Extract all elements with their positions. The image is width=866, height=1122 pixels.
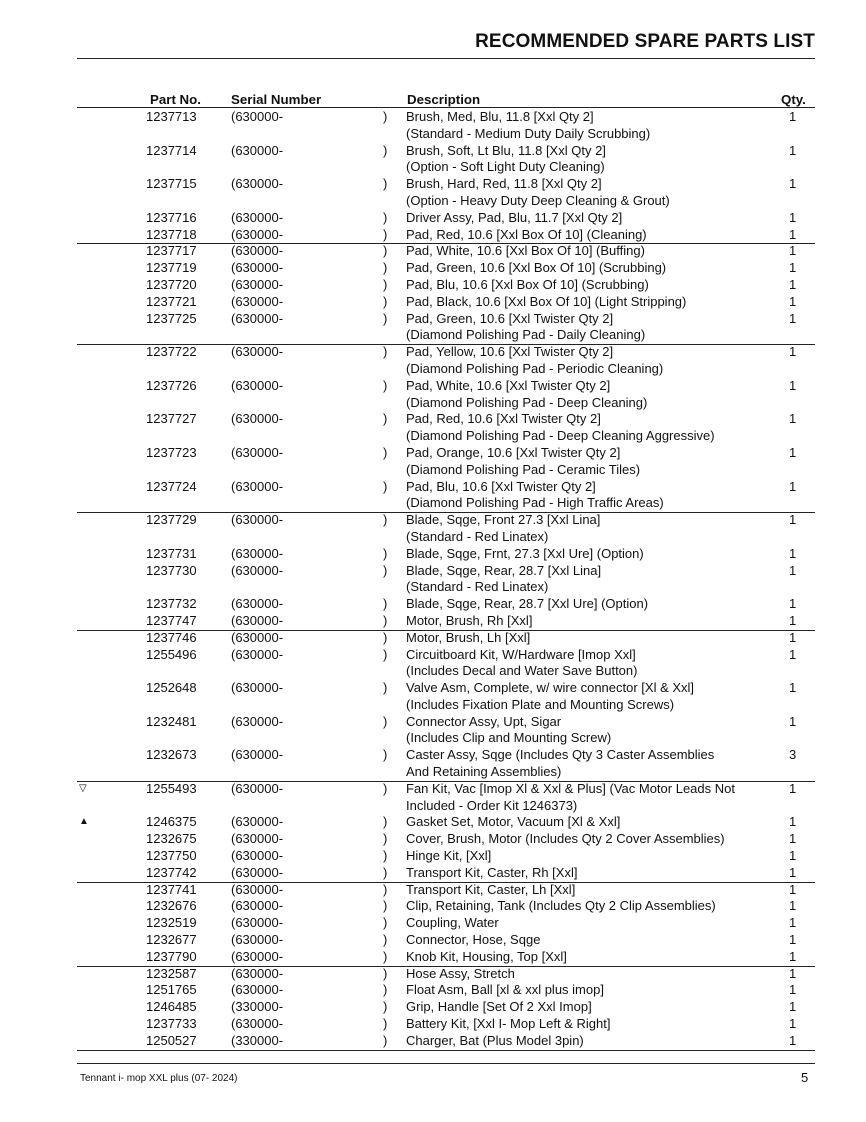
description-line: Fan Kit, Vac [Imop Xl & Xxl & Plus] (Vac Motor Leads Not [406, 780, 735, 796]
serial-number: (630000- [231, 680, 284, 696]
description-line: Pad, Blu, 10.6 [Xxl Twister Qty 2] [406, 478, 596, 494]
group-separator [77, 1050, 815, 1051]
description-line: Gasket Set, Motor, Vacuum [Xl & Xxl] [406, 814, 621, 830]
serial-close-paren: ) [383, 965, 388, 981]
serial-close-paren: ) [383, 831, 388, 847]
serial-close-paren: ) [383, 243, 388, 259]
serial-close-paren: ) [383, 545, 388, 561]
description-line: (Standard - Red Linatex) [406, 579, 549, 595]
serial-number: (630000- [231, 982, 284, 998]
description-line: Battery Kit, [Xxl I- Mop Left & Right] [406, 1016, 611, 1032]
serial-close-paren: ) [383, 109, 388, 124]
serial-close-paren: ) [383, 948, 388, 964]
quantity: 1 [789, 109, 797, 124]
description-line: Pad, Blu, 10.6 [Xxl Box Of 10] (Scrubbing) [406, 276, 649, 292]
footer-document-label: Tennant i- mop XXL plus (07- 2024) [80, 1073, 238, 1084]
part-number: 1237725 [146, 310, 197, 326]
serial-number: (630000- [231, 310, 284, 326]
serial-number: (630000- [231, 545, 284, 561]
serial-number: (630000- [231, 948, 284, 964]
part-number: 1232587 [146, 965, 197, 981]
description-line: Driver Assy, Pad, Blu, 11.7 [Xxl Qty 2] [406, 209, 623, 225]
revision-mark-icon: ▲ [79, 816, 89, 828]
table-row [0, 210, 866, 227]
description-line: Connector, Hose, Sqge [406, 932, 541, 948]
table-row [0, 831, 866, 848]
serial-number: (330000- [231, 1032, 284, 1048]
description-line: Pad, Orange, 10.6 [Xxl Twister Qty 2] [406, 444, 621, 460]
part-number: 1252648 [146, 680, 197, 696]
serial-close-paren: ) [383, 260, 388, 276]
table-row [0, 479, 866, 513]
description-line: Coupling, Water [406, 915, 499, 931]
table-row [0, 311, 866, 345]
description-line: Grip, Handle [Set Of 2 Xxl Imop] [406, 999, 592, 1015]
part-number: 1246485 [146, 999, 197, 1015]
table-row [0, 647, 866, 681]
description-line: Caster Assy, Sqge (Includes Qty 3 Caster Assemblies [406, 747, 715, 763]
part-number: 1237733 [146, 1016, 197, 1032]
part-number: 1237722 [146, 344, 197, 360]
quantity: 1 [789, 444, 797, 460]
serial-close-paren: ) [383, 344, 388, 360]
part-number: 1237716 [146, 209, 197, 225]
serial-number: (630000- [231, 831, 284, 847]
serial-number: (630000- [231, 814, 284, 830]
footer-rule [77, 1063, 815, 1064]
serial-close-paren: ) [383, 680, 388, 696]
description-line: Transport Kit, Caster, Lh [Xxl] [406, 881, 576, 897]
description-line: (Diamond Polishing Pad - Deep Cleaning Aggressive) [406, 428, 715, 444]
serial-number: (630000- [231, 260, 284, 276]
part-number: 1237729 [146, 512, 197, 528]
part-number: 1237726 [146, 377, 197, 393]
part-number: 1237719 [146, 260, 197, 276]
table-row [0, 512, 866, 546]
quantity: 1 [789, 377, 797, 393]
description-line: Circuitboard Kit, W/Hardware [Imop Xxl] [406, 646, 636, 662]
part-number: 1251765 [146, 982, 197, 998]
serial-close-paren: ) [383, 915, 388, 931]
part-number: 1250527 [146, 1032, 197, 1048]
table-row [0, 1016, 866, 1033]
serial-number: (630000- [231, 176, 284, 192]
description-line: Blade, Sqge, Front 27.3 [Xxl Lina] [406, 512, 601, 528]
quantity: 1 [789, 646, 797, 662]
description-line: Motor, Brush, Rh [Xxl] [406, 612, 533, 628]
description-line: (Includes Fixation Plate and Mounting Screws) [406, 696, 675, 712]
serial-number: (630000- [231, 226, 284, 242]
page-title: RECOMMENDED SPARE PARTS LIST [475, 31, 815, 52]
quantity: 1 [789, 243, 797, 259]
table-row [0, 378, 866, 412]
table-row [0, 747, 866, 781]
description-line: Blade, Sqge, Rear, 28.7 [Xxl Ure] (Option) [406, 596, 649, 612]
quantity: 1 [789, 999, 797, 1015]
table-row [0, 714, 866, 748]
description-line: Brush, Med, Blu, 11.8 [Xxl Qty 2] [406, 109, 594, 124]
serial-close-paren: ) [383, 478, 388, 494]
serial-number: (630000- [231, 848, 284, 864]
part-number: 1237741 [146, 881, 197, 897]
serial-number: (630000- [231, 965, 284, 981]
table-row [0, 260, 866, 277]
description-line: Valve Asm, Complete, w/ wire connector [Xl & Xxl] [406, 680, 695, 696]
serial-close-paren: ) [383, 646, 388, 662]
serial-close-paren: ) [383, 848, 388, 864]
part-number: 1237790 [146, 948, 197, 964]
serial-close-paren: ) [383, 747, 388, 763]
quantity: 1 [789, 226, 797, 242]
description-line: Pad, Black, 10.6 [Xxl Box Of 10] (Light Stripping) [406, 293, 687, 309]
serial-close-paren: ) [383, 377, 388, 393]
part-number: 1237714 [146, 142, 197, 158]
serial-number: (630000- [231, 209, 284, 225]
description-line: (Standard - Medium Duty Daily Scrubbing) [406, 125, 651, 141]
part-number: 1237717 [146, 243, 197, 259]
table-row [0, 865, 866, 882]
serial-close-paren: ) [383, 999, 388, 1015]
header-part-no: Part No. [150, 92, 201, 107]
serial-close-paren: ) [383, 932, 388, 948]
table-row [0, 898, 866, 915]
quantity: 1 [789, 276, 797, 292]
description-line: Pad, White, 10.6 [Xxl Twister Qty 2] [406, 377, 611, 393]
serial-close-paren: ) [383, 881, 388, 897]
part-number: 1237747 [146, 612, 197, 628]
serial-number: (630000- [231, 478, 284, 494]
table-row [0, 982, 866, 999]
table-row [0, 613, 866, 630]
part-number: 1237720 [146, 276, 197, 292]
quantity: 1 [789, 780, 797, 796]
quantity: 1 [789, 1032, 797, 1048]
header-qty: Qty. [781, 92, 806, 107]
serial-number: (630000- [231, 713, 284, 729]
quantity: 1 [789, 209, 797, 225]
table-row [0, 596, 866, 613]
part-number: 1237730 [146, 562, 197, 578]
description-line: Brush, Hard, Red, 11.8 [Xxl Qty 2] [406, 176, 602, 192]
part-number: 1232519 [146, 915, 197, 931]
table-row [0, 966, 866, 983]
title-rule [77, 58, 815, 59]
quantity: 1 [789, 629, 797, 645]
description-line: (Diamond Polishing Pad - Daily Cleaning) [406, 327, 646, 343]
table-row [0, 294, 866, 311]
serial-close-paren: ) [383, 176, 388, 192]
description-line: (Diamond Polishing Pad - Periodic Cleaning) [406, 360, 664, 376]
serial-close-paren: ) [383, 596, 388, 612]
table-row [0, 882, 866, 899]
quantity: 1 [789, 176, 797, 192]
table-row [0, 445, 866, 479]
serial-number: (630000- [231, 512, 284, 528]
serial-number: (630000- [231, 932, 284, 948]
description-line: Cover, Brush, Motor (Includes Qty 2 Cover Assemblies) [406, 831, 725, 847]
serial-close-paren: ) [383, 562, 388, 578]
serial-number: (630000- [231, 596, 284, 612]
serial-close-paren: ) [383, 982, 388, 998]
table-row [0, 999, 866, 1016]
description-line: Hose Assy, Stretch [406, 965, 515, 981]
quantity: 1 [789, 948, 797, 964]
table-row [0, 227, 866, 244]
part-number: 1232676 [146, 898, 197, 914]
serial-number: (630000- [231, 915, 284, 931]
description-line: Connector Assy, Upt, Sigar [406, 713, 562, 729]
quantity: 1 [789, 982, 797, 998]
description-line: (Option - Heavy Duty Deep Cleaning & Grout) [406, 192, 670, 208]
quantity: 1 [789, 142, 797, 158]
description-line: Brush, Soft, Lt Blu, 11.8 [Xxl Qty 2] [406, 142, 606, 158]
part-number: 1237727 [146, 411, 197, 427]
part-number: 1237731 [146, 545, 197, 561]
part-number: 1237742 [146, 864, 197, 880]
quantity: 1 [789, 915, 797, 931]
description-line: Included - Order Kit 1246373) [406, 797, 578, 813]
serial-number: (630000- [231, 276, 284, 292]
description-line: Float Asm, Ball [xl & xxl plus imop] [406, 982, 604, 998]
serial-close-paren: ) [383, 293, 388, 309]
quantity: 1 [789, 831, 797, 847]
quantity: 1 [789, 596, 797, 612]
serial-close-paren: ) [383, 276, 388, 292]
part-number: 1237732 [146, 596, 197, 612]
quantity: 1 [789, 545, 797, 561]
quantity: 1 [789, 881, 797, 897]
part-number: 1237723 [146, 444, 197, 460]
header-description: Description [407, 92, 481, 107]
serial-number: (630000- [231, 142, 284, 158]
serial-number: (630000- [231, 411, 284, 427]
serial-close-paren: ) [383, 780, 388, 796]
quantity: 3 [789, 747, 797, 763]
table-row [0, 546, 866, 563]
parts-table [0, 109, 866, 1050]
quantity: 1 [789, 814, 797, 830]
quantity: 1 [789, 848, 797, 864]
header-serial-number: Serial Number [231, 92, 322, 107]
part-number: 1237750 [146, 848, 197, 864]
table-row [0, 814, 866, 831]
description-line: Pad, Green, 10.6 [Xxl Box Of 10] (Scrubbing) [406, 260, 667, 276]
part-number: 1237721 [146, 293, 197, 309]
table-row [0, 680, 866, 714]
serial-close-paren: ) [383, 444, 388, 460]
table-row [0, 109, 866, 143]
serial-number: (630000- [231, 780, 284, 796]
part-number: 1232677 [146, 932, 197, 948]
serial-number: (630000- [231, 1016, 284, 1032]
description-line: (Diamond Polishing Pad - High Traffic Areas) [406, 495, 664, 511]
serial-close-paren: ) [383, 142, 388, 158]
description-line: Clip, Retaining, Tank (Includes Qty 2 Clip Assemblies) [406, 898, 716, 914]
description-line: Pad, Yellow, 10.6 [Xxl Twister Qty 2] [406, 344, 614, 360]
description-line: Pad, Red, 10.6 [Xxl Twister Qty 2] [406, 411, 601, 427]
description-line: Charger, Bat (Plus Model 3pin) [406, 1032, 584, 1048]
table-row [0, 915, 866, 932]
description-line: (Includes Decal and Water Save Button) [406, 663, 638, 679]
part-number: 1237718 [146, 226, 197, 242]
serial-number: (630000- [231, 612, 284, 628]
table-row [0, 630, 866, 647]
description-line: (Diamond Polishing Pad - Ceramic Tiles) [406, 461, 641, 477]
description-line: (Diamond Polishing Pad - Deep Cleaning) [406, 394, 648, 410]
serial-close-paren: ) [383, 629, 388, 645]
table-row [0, 848, 866, 865]
serial-number: (630000- [231, 377, 284, 393]
part-number: 1237746 [146, 629, 197, 645]
serial-number: (630000- [231, 243, 284, 259]
quantity: 1 [789, 965, 797, 981]
description-line: And Retaining Assemblies) [406, 764, 562, 780]
serial-close-paren: ) [383, 612, 388, 628]
serial-close-paren: ) [383, 898, 388, 914]
quantity: 1 [789, 411, 797, 427]
description-line: Pad, Green, 10.6 [Xxl Twister Qty 2] [406, 310, 614, 326]
header-rule [77, 107, 815, 108]
table-row [0, 949, 866, 966]
part-number: 1232673 [146, 747, 197, 763]
quantity: 1 [789, 478, 797, 494]
serial-close-paren: ) [383, 864, 388, 880]
quantity: 1 [789, 512, 797, 528]
table-row [0, 176, 866, 210]
serial-close-paren: ) [383, 1016, 388, 1032]
serial-number: (630000- [231, 344, 284, 360]
description-line: (Standard - Red Linatex) [406, 528, 549, 544]
serial-number: (630000- [231, 629, 284, 645]
quantity: 1 [789, 1016, 797, 1032]
serial-close-paren: ) [383, 814, 388, 830]
serial-close-paren: ) [383, 1032, 388, 1048]
serial-number: (630000- [231, 646, 284, 662]
quantity: 1 [789, 898, 797, 914]
table-row [0, 411, 866, 445]
serial-number: (630000- [231, 444, 284, 460]
quantity: 1 [789, 864, 797, 880]
table-row [0, 932, 866, 949]
quantity: 1 [789, 562, 797, 578]
description-line: Motor, Brush, Lh [Xxl] [406, 629, 531, 645]
serial-number: (630000- [231, 747, 284, 763]
description-line: Pad, Red, 10.6 [Xxl Box Of 10] (Cleaning) [406, 226, 647, 242]
table-row [0, 143, 866, 177]
part-number: 1237724 [146, 478, 197, 494]
table-row [0, 563, 866, 597]
table-row [0, 1033, 866, 1050]
quantity: 1 [789, 260, 797, 276]
description-line: Blade, Sqge, Rear, 28.7 [Xxl Lina] [406, 562, 602, 578]
quantity: 1 [789, 713, 797, 729]
part-number: 1255493 [146, 780, 197, 796]
serial-number: (630000- [231, 898, 284, 914]
page-number: 5 [801, 1070, 809, 1085]
part-number: 1246375 [146, 814, 197, 830]
description-line: Pad, White, 10.6 [Xxl Box Of 10] (Buffing) [406, 243, 645, 259]
serial-number: (630000- [231, 109, 284, 124]
part-number: 1237715 [146, 176, 197, 192]
description-line: Hinge Kit, [Xxl] [406, 848, 492, 864]
table-row [0, 277, 866, 294]
table-row [0, 781, 866, 815]
table-row [0, 344, 866, 378]
serial-close-paren: ) [383, 512, 388, 528]
part-number: 1237713 [146, 109, 197, 124]
quantity: 1 [789, 344, 797, 360]
quantity: 1 [789, 932, 797, 948]
serial-number: (630000- [231, 562, 284, 578]
quantity: 1 [789, 612, 797, 628]
description-line: Blade, Sqge, Frnt, 27.3 [Xxl Ure] (Option) [406, 545, 644, 561]
serial-close-paren: ) [383, 310, 388, 326]
description-line: Transport Kit, Caster, Rh [Xxl] [406, 864, 578, 880]
serial-number: (330000- [231, 999, 284, 1015]
part-number: 1232481 [146, 713, 197, 729]
serial-number: (630000- [231, 881, 284, 897]
description-line: Knob Kit, Housing, Top [Xxl] [406, 948, 567, 964]
part-number: 1255496 [146, 646, 197, 662]
quantity: 1 [789, 680, 797, 696]
serial-number: (630000- [231, 293, 284, 309]
serial-close-paren: ) [383, 411, 388, 427]
serial-number: (630000- [231, 864, 284, 880]
description-line: (Includes Clip and Mounting Screw) [406, 730, 612, 746]
quantity: 1 [789, 310, 797, 326]
part-number: 1232675 [146, 831, 197, 847]
quantity: 1 [789, 293, 797, 309]
description-line: (Option - Soft Light Duty Cleaning) [406, 159, 605, 175]
serial-close-paren: ) [383, 209, 388, 225]
revision-mark-icon: ▽ [79, 782, 87, 794]
serial-close-paren: ) [383, 713, 388, 729]
table-row [0, 243, 866, 260]
serial-close-paren: ) [383, 226, 388, 242]
